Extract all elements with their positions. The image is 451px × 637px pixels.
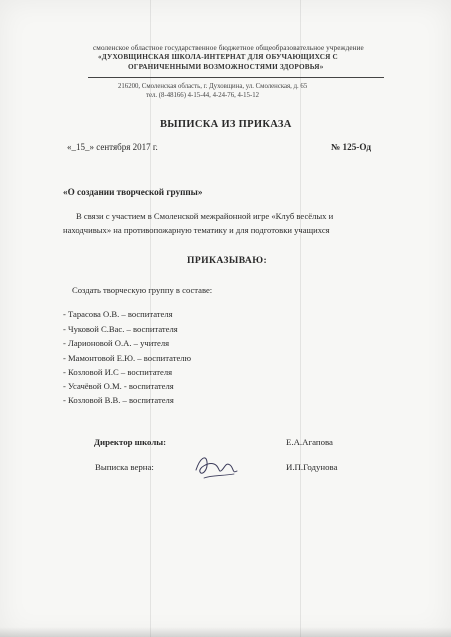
copy-certified-label: Выписка верна: [95, 462, 154, 472]
order-body-line1: В связи с участием в Смоленской межрайонной игре «Клуб весёлых и [76, 211, 334, 221]
list-item: - Усачёвой О.М. - воспитателя [63, 381, 174, 391]
header-rule [88, 77, 384, 78]
org-name-line2: «ДУХОВЩИНСКАЯ ШКОЛА-ИНТЕРНАТ ДЛЯ ОБУЧАЮЩИХСЯ С [98, 53, 338, 61]
list-item: - Ларионовой О.А. – учителя [63, 338, 170, 348]
director-name: Е.А.Агапова [286, 437, 333, 447]
order-directive: ПРИКАЗЫВАЮ: [187, 255, 268, 266]
org-name-line1: смоленское областное государственное бюджетное общеобразовательное учреждение [93, 44, 364, 52]
org-phone: тел. (8-48166) 4-15-44, 4-24-76, 4-15-12 [146, 92, 260, 99]
document-title: ВЫПИСКА ИЗ ПРИКАЗА [160, 119, 292, 130]
page-shadow-bottom [0, 627, 451, 637]
director-label: Директор школы: [94, 437, 167, 447]
order-number: № 125-Од [331, 142, 372, 152]
order-body-line2: находчивых» на противопожарную тематику и для подготовки учащихся [63, 225, 330, 235]
order-date: «_15_» сентября 2017 г. [67, 142, 158, 152]
org-address: 216200, Смоленская область, г. Духовщина, ул. Смоленская, д. 65 [118, 83, 308, 90]
list-item: - Козловой В.В. – воспитателя [63, 395, 174, 405]
copy-certified-name: И.П.Годунова [286, 462, 338, 472]
order-subject: «О создании творческой группы» [63, 187, 203, 197]
order-instruction: Создать творческую группу в составе: [72, 285, 213, 295]
paper-crease [300, 0, 301, 637]
list-item: - Тарасова О.В. – воспитателя [63, 309, 173, 319]
list-item: - Мамонтовой Е.Ю. – воспитателю [63, 353, 192, 363]
list-item: - Чуковой С.Вас. – воспитателя [63, 324, 178, 334]
list-item: - Козловой И.С – воспитателя [63, 367, 173, 377]
org-name-line3: ОГРАНИЧЕННЫМИ ВОЗМОЖНОСТЯМИ ЗДОРОВЬЯ» [128, 63, 324, 71]
handwritten-signature [190, 448, 240, 484]
